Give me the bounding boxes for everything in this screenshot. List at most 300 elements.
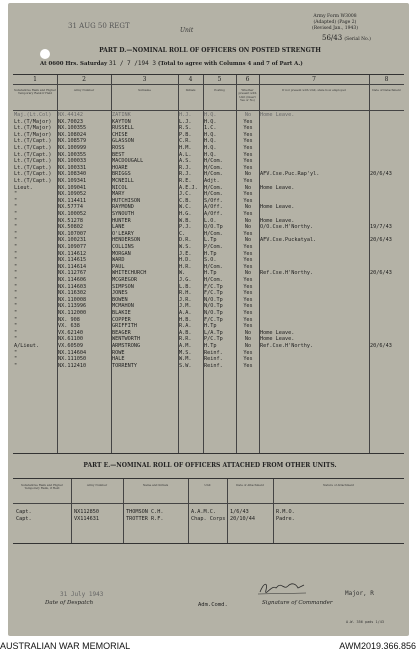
table-cell: P.J.	[179, 224, 192, 231]
table-cell: L/A.Tp	[204, 329, 223, 336]
table-cell: L.O.	[204, 217, 217, 224]
table-cell: H/Com.	[204, 164, 223, 171]
table-cell: Lt.(T/Capt.)	[14, 171, 52, 178]
column-header: Date of Detachment	[372, 88, 401, 92]
table-cell: Yes	[243, 296, 253, 303]
table-cell: "	[14, 257, 18, 264]
serial-label: (Serial No.)	[344, 37, 371, 42]
table-row	[13, 509, 404, 516]
table-cell: NX.114603	[58, 283, 87, 290]
table-cell: NX.109052	[58, 191, 87, 198]
table-row	[13, 237, 404, 244]
table-cell: H.J.	[179, 112, 192, 118]
table-cell: M.S.	[179, 349, 192, 356]
table-row	[13, 165, 404, 172]
table-cell: S.O.	[204, 257, 217, 264]
table-cell: A.S.	[179, 158, 192, 165]
table-cell: Home Leave.	[260, 112, 295, 118]
subtitle-prefix: At 0600 Hrs. Saturday	[40, 61, 108, 67]
table-cell: N/O.Tp	[204, 303, 223, 310]
table-cell: "	[14, 316, 18, 323]
table-row	[13, 290, 404, 297]
table-cell: CHISE	[112, 131, 128, 138]
table-cell: MARY	[112, 191, 125, 198]
table-row	[13, 323, 404, 330]
table-cell: P/Com.	[204, 244, 223, 250]
table-cell: Yes	[243, 178, 253, 184]
table-cell: "	[14, 250, 18, 257]
table-cell: ARMSTRONG	[112, 343, 141, 349]
column-divider	[57, 75, 58, 453]
table-row	[13, 310, 404, 317]
table-row	[13, 264, 404, 271]
table-cell: H.Tp	[204, 250, 217, 257]
table-cell: Yes	[243, 263, 253, 270]
table-cell: MORGAN	[112, 250, 131, 257]
column-number: 1	[33, 76, 37, 83]
table-cell: COPPER	[112, 316, 131, 323]
table-cell: Yes	[243, 211, 253, 217]
table-cell: Yes	[243, 131, 253, 138]
table-cell: H.Tp	[204, 323, 217, 330]
table-cell: "	[14, 244, 18, 250]
table-cell: NX.116302	[58, 290, 87, 297]
column-number: 3	[142, 76, 147, 83]
table-cell: ROSS	[112, 145, 125, 151]
table-cell: R.A.	[179, 323, 192, 330]
table-cell: A.A.M.C.	[191, 509, 216, 515]
row-divider	[13, 110, 404, 111]
table-row	[13, 343, 404, 350]
table-cell: NX.51278	[58, 217, 83, 224]
table-cell: Yes	[243, 164, 253, 171]
table-cell: NICOL	[112, 184, 128, 191]
table-cell: "	[14, 310, 18, 316]
table-cell: GRIFFITH	[112, 323, 137, 330]
table-cell: R.M.O.	[276, 509, 295, 515]
table-cell: "	[14, 270, 18, 277]
table-cell: "	[14, 290, 18, 297]
table-cell: RUSSELL	[112, 125, 134, 132]
table-cell: F/C.Tp	[204, 290, 223, 297]
row-divider	[13, 84, 404, 85]
part-e-title: PART E.—NOMINAL ROLL OF OFFICERS ATTACHED FROM OTHER UNITS.	[83, 462, 337, 469]
table-cell: H/Com.	[204, 184, 223, 191]
table-cell: NX.114411	[58, 197, 87, 204]
table-cell: Home Leave.	[260, 336, 295, 343]
table-cell: ROWE	[112, 349, 125, 356]
table-cell: No	[244, 237, 252, 244]
table-cell: Yes	[243, 244, 253, 250]
table-cell: "	[14, 217, 18, 224]
table-cell: No	[244, 336, 252, 343]
table-cell: NX.100331	[58, 164, 87, 171]
table-cell: NX.110008	[58, 296, 87, 303]
column-divider	[178, 75, 179, 453]
table-cell: LANE	[112, 224, 125, 231]
table-cell: H.G.	[179, 211, 192, 217]
table-cell: Yes	[243, 323, 253, 330]
table-cell: TORRENTY	[112, 362, 137, 369]
column-header: Posting	[214, 88, 225, 92]
table-cell: "	[14, 329, 18, 336]
table-cell: "	[14, 349, 18, 356]
table-cell: Yes	[243, 151, 253, 158]
table-row	[13, 119, 404, 126]
column-header: Name and Initials	[142, 483, 169, 487]
table-cell: 20/6/43	[370, 237, 392, 244]
table-cell: MCNEILL	[112, 178, 134, 184]
table-cell: C.	[179, 230, 186, 237]
table-cell: H.Tp	[204, 343, 217, 349]
part-e-table	[13, 478, 404, 544]
table-row	[13, 204, 404, 211]
table-cell: "	[14, 356, 18, 363]
table-cell: Yes	[243, 191, 253, 198]
table-cell: Yes	[243, 145, 253, 151]
table-cell: Home Leave.	[260, 184, 295, 191]
table-cell: L.B.	[179, 283, 192, 290]
part-d-subtitle	[40, 60, 303, 67]
table-row	[13, 363, 404, 370]
table-cell: L.J.	[179, 118, 192, 125]
table-cell: J.M.	[179, 303, 192, 310]
table-row	[13, 231, 404, 238]
column-number: 2	[82, 76, 86, 83]
table-cell: A.M.	[179, 343, 192, 349]
column-header: Surname	[138, 88, 151, 92]
table-cell: H.R.	[179, 263, 192, 270]
table-cell: R.H.	[179, 290, 192, 297]
table-cell: H.Q.	[204, 112, 217, 118]
table-cell: C.B.	[179, 197, 192, 204]
table-row	[13, 198, 404, 205]
column-number: 5	[217, 76, 222, 83]
table-cell: NX.57774	[58, 204, 83, 211]
column-header: Whether present with Unit (Insert Yes or No)	[238, 88, 257, 102]
table-cell: No	[244, 329, 252, 336]
table-cell: NX.61100	[58, 336, 83, 343]
table-row	[13, 251, 404, 258]
table-cell: F/C.Tp	[204, 316, 223, 323]
caption-right: AWM2019.366.856	[339, 641, 416, 651]
table-cell: A.E.J.	[179, 184, 198, 191]
table-cell: PAUL	[112, 263, 125, 270]
table-cell: NX.100052	[58, 211, 87, 217]
table-cell: "	[14, 362, 18, 369]
table-cell: AFV.Cse.Puc.Rap'yl.	[260, 171, 320, 178]
part-d-table	[13, 74, 404, 454]
table-cell: Lieut.	[14, 184, 33, 191]
table-cell: WARD	[112, 257, 125, 264]
table-cell: NX.109341	[58, 178, 87, 184]
table-cell: KAYTON	[112, 118, 131, 125]
table-cell: Lt.(T/Capt.)	[14, 145, 52, 151]
table-cell: 20/6/43	[370, 171, 392, 178]
table-cell: H/Com.	[204, 277, 223, 283]
table-row	[13, 224, 404, 231]
table-cell: R.J.	[179, 164, 192, 171]
table-cell: NX. 908	[58, 316, 80, 323]
table-cell: NX.114604	[58, 349, 87, 356]
column-header: Date of Attachment	[236, 483, 264, 487]
table-cell: NX.100355	[58, 125, 87, 132]
table-cell: Yes	[243, 125, 253, 132]
table-cell: F/C.Tp	[204, 283, 223, 290]
table-cell: Yes	[243, 158, 253, 165]
column-divider	[123, 479, 124, 543]
table-cell: H/Com.	[204, 171, 223, 178]
table-cell: HUNTER	[112, 217, 131, 224]
table-cell: HALE	[112, 356, 125, 363]
column-number: 4	[188, 76, 193, 83]
table-cell: AFV.Cse.Puckatyal.	[260, 237, 317, 244]
table-cell: TROTTER R.F.	[126, 516, 164, 522]
table-row	[13, 112, 404, 119]
table-cell: Yes	[243, 277, 253, 283]
table-cell: J.G.	[179, 277, 192, 283]
table-row	[13, 152, 404, 159]
admin-command: Adm.Comd.	[198, 602, 228, 608]
table-cell: "	[14, 323, 18, 330]
form-ref-line: (Revised Jan., 1943)	[312, 26, 358, 31]
column-divider	[71, 479, 72, 543]
column-header: Army Number	[73, 88, 95, 92]
table-cell: Capt.	[16, 516, 32, 522]
table-cell: Yes	[243, 316, 253, 323]
table-cell: VX.60509	[58, 343, 83, 349]
table-cell: Yes	[243, 118, 253, 125]
table-cell: MACDOUGALL	[112, 158, 144, 165]
table-cell: "	[14, 283, 18, 290]
table-cell: NX.44142	[58, 112, 83, 118]
table-cell: "	[14, 237, 18, 244]
table-cell: NX.113996	[58, 303, 87, 310]
column-divider	[236, 75, 237, 453]
table-cell: "	[14, 303, 18, 310]
table-cell: HOARE	[112, 164, 128, 171]
table-cell: "	[14, 296, 18, 303]
print-reference: A.W. 356 pads 1/43	[346, 620, 384, 624]
table-cell: THOMSON C.H.	[126, 509, 164, 515]
table-cell: Lt.(T/Capt.)	[14, 151, 52, 158]
table-cell: JONES	[112, 290, 128, 297]
table-cell: NX.108024	[58, 131, 87, 138]
table-cell: Yes	[243, 138, 253, 145]
table-cell: Home Leave.	[260, 204, 295, 211]
table-cell: NX.109077	[58, 244, 87, 250]
column-divider	[273, 479, 274, 543]
table-row	[13, 350, 404, 357]
table-cell: "	[14, 230, 18, 237]
table-cell: R.S.	[179, 125, 192, 132]
table-cell: No	[244, 171, 252, 178]
table-row	[13, 171, 404, 178]
table-cell: A.L.	[179, 151, 192, 158]
column-number: 8	[384, 76, 389, 83]
table-cell: WHITECHURCH	[112, 270, 147, 277]
table-cell: MCGREGOR	[112, 277, 137, 283]
table-cell: NX.111050	[58, 356, 87, 363]
table-cell: Yes	[243, 362, 253, 369]
table-cell: No	[244, 270, 252, 277]
column-divider	[369, 75, 370, 453]
table-cell: BRIGGS	[112, 171, 131, 178]
table-cell: WENTWORTH	[112, 336, 141, 343]
column-header: Unit	[204, 483, 211, 487]
table-cell: 20/10/44	[230, 516, 255, 522]
table-cell: "	[14, 224, 18, 231]
column-header: Substantive Rank and Higher Temporary Rank, if Held	[21, 483, 63, 491]
table-cell: No	[244, 343, 252, 349]
table-cell: N/O.Tp	[204, 310, 223, 316]
table-cell: ZATINK	[112, 112, 131, 118]
table-cell: Yes	[243, 349, 253, 356]
table-cell: Lt.(T/Capt.)	[14, 158, 52, 165]
table-cell: A.A.	[179, 310, 192, 316]
column-header: If not present with Unit, state how employed	[282, 88, 346, 92]
table-cell: Yes	[243, 290, 253, 297]
table-cell: 1/6/43	[230, 509, 249, 515]
table-cell: Yes	[243, 310, 253, 316]
table-cell: Yes	[243, 257, 253, 264]
table-cell: NX.107007	[58, 230, 87, 237]
subtitle-suffix: (Total to agree with Columns 4 and 7 of Part A.)	[157, 61, 303, 67]
roll-date: 31 / 7 /194 3	[108, 60, 156, 67]
table-cell: Ref.Cse.H'Northy.	[260, 270, 314, 277]
table-cell: Yes	[243, 250, 253, 257]
table-cell: No	[244, 217, 252, 224]
table-cell: HENDERSON	[112, 237, 141, 244]
table-cell: D.R.	[179, 237, 192, 244]
table-cell: GLASSON	[112, 138, 134, 145]
table-cell: J.C.	[179, 191, 192, 198]
table-cell: W.S.	[179, 244, 192, 250]
table-cell: BEST	[112, 151, 125, 158]
table-cell: Capt.	[16, 509, 32, 515]
table-cell: H/Com.	[204, 230, 223, 237]
table-cell: Home Leave.	[260, 329, 295, 336]
table-cell: W.B.	[179, 217, 192, 224]
table-cell: C.R.	[179, 138, 192, 145]
table-cell: S.W.	[179, 362, 192, 369]
table-cell: Yes	[243, 230, 253, 237]
table-cell: MCMAHON	[112, 303, 134, 310]
column-divider	[111, 75, 112, 453]
table-row	[13, 317, 404, 324]
table-cell: H/Com.	[204, 263, 223, 270]
table-cell: P/C.Tp	[204, 336, 223, 343]
table-cell: W.M.	[179, 356, 192, 363]
table-cell: Reinf.	[204, 349, 223, 356]
table-cell: A/Off.	[204, 204, 223, 211]
table-cell: VX. 638	[58, 323, 80, 330]
table-cell: O/O.Cse.H'Northy.	[260, 224, 314, 231]
serial-value: 56/43	[322, 34, 343, 42]
table-cell: NX.108579	[58, 138, 87, 145]
table-cell: S/Off.	[204, 197, 223, 204]
table-cell: J.E.	[179, 250, 192, 257]
table-cell: R.E.	[179, 178, 192, 184]
table-cell: H.Q.	[204, 145, 217, 151]
table-row	[13, 158, 404, 165]
table-cell: H.B.	[179, 316, 192, 323]
table-cell: HUTCHISON	[112, 197, 141, 204]
table-cell: No	[244, 224, 252, 231]
table-cell: H.Q.	[204, 131, 217, 138]
table-cell: NX.100231	[58, 237, 87, 244]
commander-rank: Major, R	[345, 590, 374, 597]
table-cell: "	[14, 211, 18, 217]
table-cell: NX.109041	[58, 184, 87, 191]
table-row	[13, 185, 404, 192]
table-row	[13, 145, 404, 152]
table-cell: SIMPSON	[112, 283, 134, 290]
table-cell: NX.112000	[58, 310, 87, 316]
signature-label: Signature of Commander	[262, 600, 333, 606]
table-cell: VX114631	[74, 516, 99, 522]
table-cell: H/Com.	[204, 191, 223, 198]
table-cell: NX.100999	[58, 145, 87, 151]
unit-stamp: 31 AUG 50 REGT	[68, 22, 130, 30]
table-cell: 1.C.	[204, 125, 217, 132]
table-cell: A/Off.	[204, 211, 223, 217]
table-cell: "	[14, 336, 18, 343]
table-cell: No	[244, 112, 252, 118]
table-cell: Yes	[243, 197, 253, 204]
table-cell: W.	[179, 270, 186, 277]
form-ref-line: (Adapted) (Page 2)	[313, 20, 357, 25]
table-cell: H.D.	[179, 257, 192, 264]
table-row	[13, 218, 404, 225]
table-cell: Ref.Cse.H'Northy.	[260, 343, 314, 349]
table-cell: H.Q.	[204, 118, 217, 125]
table-cell: "	[14, 197, 18, 204]
table-cell: NX.114614	[58, 263, 87, 270]
table-cell: L.Tp	[204, 237, 217, 244]
table-row	[13, 516, 404, 523]
table-cell: Yes	[243, 283, 253, 290]
table-cell: VX.62140	[58, 329, 83, 336]
table-cell: H/Com.	[204, 158, 223, 165]
table-cell: NX.112410	[58, 362, 87, 369]
form-reference	[312, 14, 358, 32]
table-cell: NX.70023	[58, 118, 83, 125]
table-cell: NX112850	[74, 509, 99, 515]
table-cell: NX.112767	[58, 270, 87, 277]
table-row	[13, 191, 404, 198]
table-cell: J.R.	[179, 296, 192, 303]
table-cell: Lt.(T/Capt.)	[14, 138, 52, 145]
table-cell: NX.114606	[58, 277, 87, 283]
caption-left: AUSTRALIAN WAR MEMORIAL	[0, 641, 131, 651]
table-cell: O/O.Tp	[204, 224, 223, 231]
column-number: 7	[312, 76, 316, 83]
part-d-title: PART D.—NOMINAL ROLL OF OFFICERS ON POSTED STRENGTH	[99, 47, 321, 54]
table-row	[13, 303, 404, 310]
form-ref-line: Army Form W3008	[313, 14, 357, 19]
table-cell: "	[14, 204, 18, 211]
table-cell: BLAKIE	[112, 310, 131, 316]
table-cell: Lt.(T/Capt.)	[14, 164, 52, 171]
table-cell: Reinf.	[204, 362, 223, 369]
column-divider	[203, 75, 204, 453]
column-number: 6	[245, 76, 250, 83]
table-cell: Lt.(T/Capt.)	[14, 178, 52, 184]
table-cell: Lt.(T/Major)	[14, 131, 52, 138]
table-cell: Chap. Corps	[191, 516, 226, 522]
table-row	[13, 330, 404, 337]
